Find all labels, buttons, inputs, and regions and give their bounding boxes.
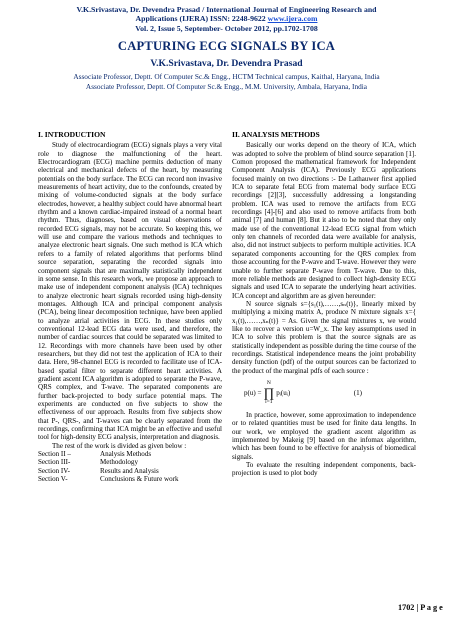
author-affiliations [0,72,453,91]
section-outline-value: Methodology [100,458,138,467]
section-outline-item [38,450,222,458]
product-lower-limit: i=1 [265,398,273,405]
header-line-2 [0,14,453,23]
section-outline-value: Analysis Methods [100,450,152,459]
section-outline-item [38,475,222,483]
header-line-1: V.K.Srivastava, Dr. Devendra Prasad / International Journal of Engineering Research and [76,5,377,14]
section-outline-value: Conclusions & Future work [100,475,179,484]
introduction-paragraph-2: The rest of the work is divided as given below : [52,441,187,450]
paper-authors: V.K.Srivastava, Dr. Devendra Prasad [150,58,303,69]
journal-header [0,5,453,33]
paper-title: CAPTURING ECG SIGNALS BY ICA [117,39,336,53]
section-outline-key: Section IV- [38,466,71,475]
left-column [38,131,222,483]
section-heading-analysis-methods: II. ANALYSIS METHODS [232,130,320,139]
product-symbol-icon: ∏ [263,384,275,400]
product-upper-limit: N [266,379,271,386]
header-line-3: Vol. 2, Issue 5, September- October 2012, pp.1702-1708 [135,23,318,33]
analysis-paragraph-4: To evaluate the resulting independent components, back-projection is used to plot body [232,461,416,478]
analysis-paragraph-2: N source signals s={s₁(t),……,sₙ(t)}, linearly mixed by multiplying a mixing matrix A, produce N mixture signals x={ x₁(t),……,xₙ(t)} = As. Given the signal mixtures x, we would like to recover a version u=W_x. The key assumptions used in ICA to solve this problem is that the source signals are as statistically independent as possible during the time course of the recordings. Statistical independence means the joint probability density function (pdf) of the output sources can be factorized to the product of the marginal pdfs of each source : [232,299,416,375]
equation-1 [232,380,416,406]
section-outline-key: Section V- [38,475,68,484]
header-issn: Applications (IJERA) ISSN: 2248-9622 [135,14,268,24]
analysis-paragraph-1: Basically our works depend on the theory of ICA, which was adopted to solve the problem of blind source separation [1]. Comon proposed the mathematical framework for Independent Component Analysis (ICA). Previously ECG applications focused mainly on two directions :- De Lathauwer first applied ICA to separate fetal ECG from maternal body surface ECG recordings [2][3], successfully addressing a longstanding problem. ICA was used to remove the artifacts from ECG recordings [4]-[6] and also used to remove artifacts from both animal [7] and human [8]. But it also to be noted that they only made use of the conventional 12-lead ECG signal from which only ten channels of recorded data were available for analysis, also, did not instruct subjects to perform multiple activities. ICA separated components accounting for the QRS complex from those accounting for the P-wave and T-wave. However they were unable to further separate P-wave from T-wave. Due to this, more reliable methods are designed to collect high-density ECG signals and used ICA to separate the underlying heart activities. ICA concept and algorithm are as given hereunder: [232,141,416,300]
section-outline-value: Results and Analysis [100,466,159,475]
equation-number: (1) [353,388,362,397]
affiliation-1: Associate Professor, Deptt. Of Computer Sc.& Engg., HCTM Technical campus, Kaithal, Haryana, India [73,72,380,81]
analysis-paragraph-3: In practice, however, some approximation to independence or to related quantities must be used for finite data lengths. In our work, we employed the gradient ascent algorithm as implemented by Makeig [9] based on the infomax algorithm, which has been found to be effective for analysis of biomedical signals. [232,410,416,461]
section-outline-key: Section III- [38,458,71,467]
section-heading-introduction: I. INTRODUCTION [38,130,106,139]
product-operator [263,380,274,406]
right-column [232,131,416,478]
section-outline-item [38,458,222,466]
equation-rhs: pᵢ(uᵢ) [276,388,291,397]
introduction-paragraph-1: Study of electrocardiogram (ECG) signals plays a very vital role to diagnose the malfunctioning of the heart. Electrocardiogram (ECG) machine permits deduction of many electrical and mechanical defects of the heart, by measuring potentials on the body surface. The ECG can record non invasive measurements of heart activity, due to the confounds, created by mixing of volume-conducted signals at the body surface electrodes, however, a healthy subject could have abnormal heart rhythm and a known cardiac-impaired instead of a normal heart rhythm. Thus, diagnoses, based on visual observations of recorded ECG signals, may not be accurate. So keeping this, we will use and compare the various methods and techniques to analyze electronic heart signals. One such method is ICA which refers to a family of related algorithms that performs blind source separation, separating the recorded signals into component signals that are maximally statistically independent in some sense. In this research work, we propose an approach to make use of independent component analysis (ICA) techniques to analyze electronic heart signals recorded using high-density montages. Although ICA and principal component analysis (PCA), being linear decomposition technique, have been applied to analyze atrial activities in ECG. In these studies only conventional 12-lead ECG data were used, and therefore, the number of cardiac sources that could be separated was limited to 12. Recordings with more channels have been used by other researchers, but they did not test the application of ICA to their data. Here, 98-channel ECG is recorded to facilitate use of ICA-based spatial filter to separate different heart activities. A gradient ascent ICA algorithm is adopted to separate the P-wave, QRS complex, and T-wave. The separated components are further back-projected to body surface potential maps. The experiments are conducted on five subjects to show the effectiveness of our approach. Results from five subjects show that P-, QRS-, and T-waves can be clearly separated from the recordings, confirming that ICA might be an effective and useful tool for high-density ECG analysis, interpretation and diagnosis. [38,141,222,442]
journal-website-link[interactable]: www.ijera.com [267,14,318,24]
section-outline-item [38,467,222,475]
affiliation-2: Associate Professor, Deptt. Of Computer Sc.& Engg., M.M. University, Ambala, Haryana, India [85,81,368,91]
equation-lhs: p(u) = [244,388,262,397]
section-outline-key: Section II – [38,450,71,459]
page-number: 1702 | P a g e [398,603,443,612]
